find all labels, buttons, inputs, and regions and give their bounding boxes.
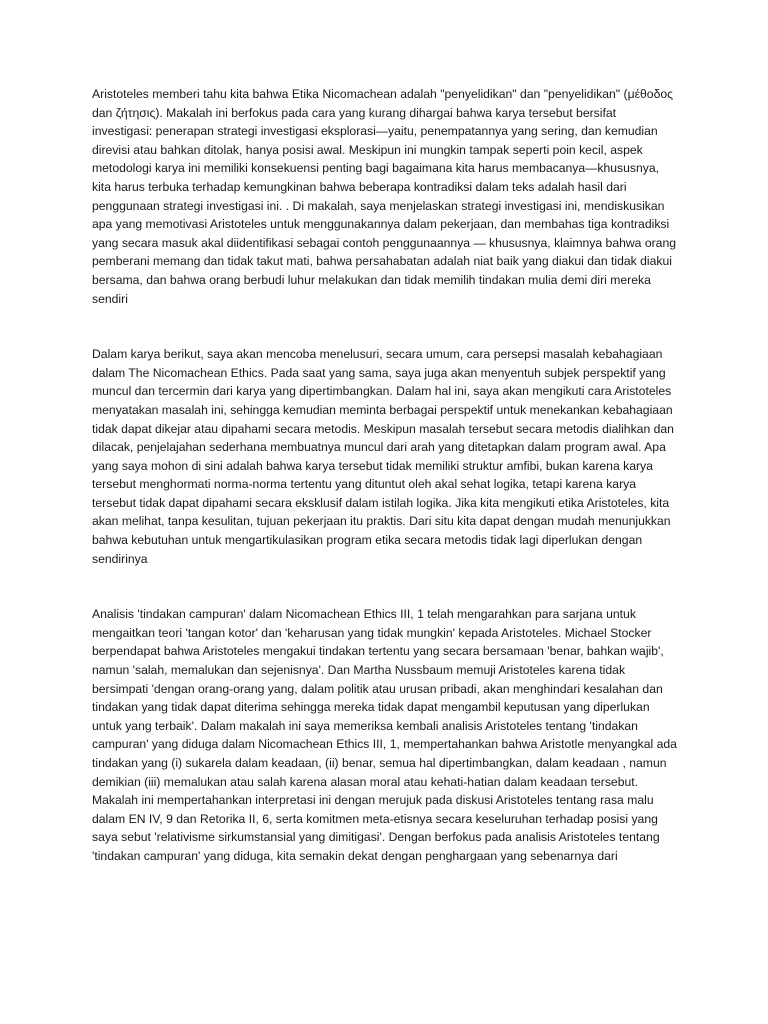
paragraph-1: Aristoteles memberi tahu kita bahwa Etika Nicomachean adalah "penyelidikan" dan "penyelidikan" (μέθοδος dan ζήτησις). Makalah ini berfokus pada cara yang kurang dihargai bahwa karya tersebut bersifat investigasi: penerapan strategi investigasi eksplorasi—yaitu, penempatannya yang sering, dan kemudian direvisi atau bahkan ditolak, hanya posisi awal. Meskipun ini mungkin tampak seperti poin kecil, aspek metodologi karya ini memiliki konsekuensi penting bagi bagaimana kita harus membacanya—khususnya, kita harus terbuka terhadap kemungkinan bahwa beberapa kontradiksi dalam teks adalah hasil dari penggunaan strategi investigasi ini. . Di makalah, saya menjelaskan strategi investigasi ini, mendiskusikan apa yang memotivasi Aristoteles untuk menggunakannya dalam pekerjaan, dan membahas tiga kontradiksi yang secara masuk akal diidentifikasi sebagai contoh penggunaannya — khususnya, klaimnya bahwa orang pemberani memang dan tidak takut mati, bahwa persahabatan adalah niat baik yang diakui dan tidak diakui bersama, dan bahwa orang berbudi luhur melakukan dan tidak memilih tindakan mulia demi diri mereka sendiri — [92, 87, 677, 306]
document-page — [92, 85, 677, 866]
paragraph-3: Analisis 'tindakan campuran' dalam Nicomachean Ethics III, 1 telah mengarahkan para sarjana untuk mengaitkan teori 'tangan kotor' dan 'keharusan yang tidak mungkin' kepada Aristoteles. Michael Stocker berpendapat bahwa Aristoteles mengakui tindakan tertentu yang secara bersamaan 'benar, bahkan wajib', namun 'salah, memalukan dan sejenisnya'. Dan Martha Nussbaum memuji Aristoteles karena tidak bersimpati 'dengan orang-orang yang, dalam politik atau urusan pribadi, akan menghindari kesalahan dan tindakan yang tidak dapat diterima sehingga mereka tidak dapat mengambil keputusan yang diperlukan untuk yang terbaik'. Dalam makalah ini saya memeriksa kembali analisis Aristoteles tentang 'tindakan campuran' yang diduga dalam Nicomachean Ethics III, 1, mempertahankan bahwa Aristotle menyangkal ada tindakan yang (i) sukarela dalam keadaan, (ii) benar, semua hal dipertimbangkan, dalam keadaan , namun demikian (iii) memalukan atau salah karena alasan moral atau kehati-hatian dalam keadaan tersebut. Makalah ini mempertahankan interpretasi ini dengan merujuk pada diskusi Aristoteles tentang rasa malu dalam EN IV, 9 dan Retorika II, 6, serta komitmen meta-etisnya secara keseluruhan terhadap posisi yang saya sebut 'relativisme sirkumstansial yang dimitigasi'. Dengan berfokus pada analisis Aristoteles tentang 'tindakan campuran' yang diduga, kita semakin dekat dengan penghargaan yang sebenarnya dari — [92, 607, 677, 863]
paragraph-2: Dalam karya berikut, saya akan mencoba menelusuri, secara umum, cara persepsi masalah kebahagiaan dalam The Nicomachean Ethics. Pada saat yang sama, saya juga akan menyentuh subjek perspektif yang muncul dan tercermin dari karya yang dipertimbangkan. Dalam hal ini, saya akan mengikuti cara Aristoteles menyatakan masalah ini, sehingga kemudian meminta berbagai perspektif untuk menekankan kebahagiaan tidak dapat dikejar atau dipahami secara metodis. Meskipun masalah tersebut secara metodis dialihkan dan dilacak, penjelajahan sederhana membuatnya muncul dari arah yang ditetapkan dalam program awal. Apa yang saya mohon di sini adalah bahwa karya tersebut tidak memiliki struktur amfibi, bukan karena karya tersebut menghormati norma-norma tertentu yang dituntut oleh akal sehat logika, tetapi karena karya tersebut tidak dapat dipahami secara eksklusif dalam istilah logika. Jika kita mengikuti etika Aristoteles, kita akan melihat, tanpa kesulitan, tujuan pekerjaan itu praktis. Dari situ kita dapat dengan mudah menunjukkan bahwa kebutuhan untuk mengartikulasikan program etika secara metodis tidak lagi diperlukan dengan sendirinya — [92, 347, 674, 566]
